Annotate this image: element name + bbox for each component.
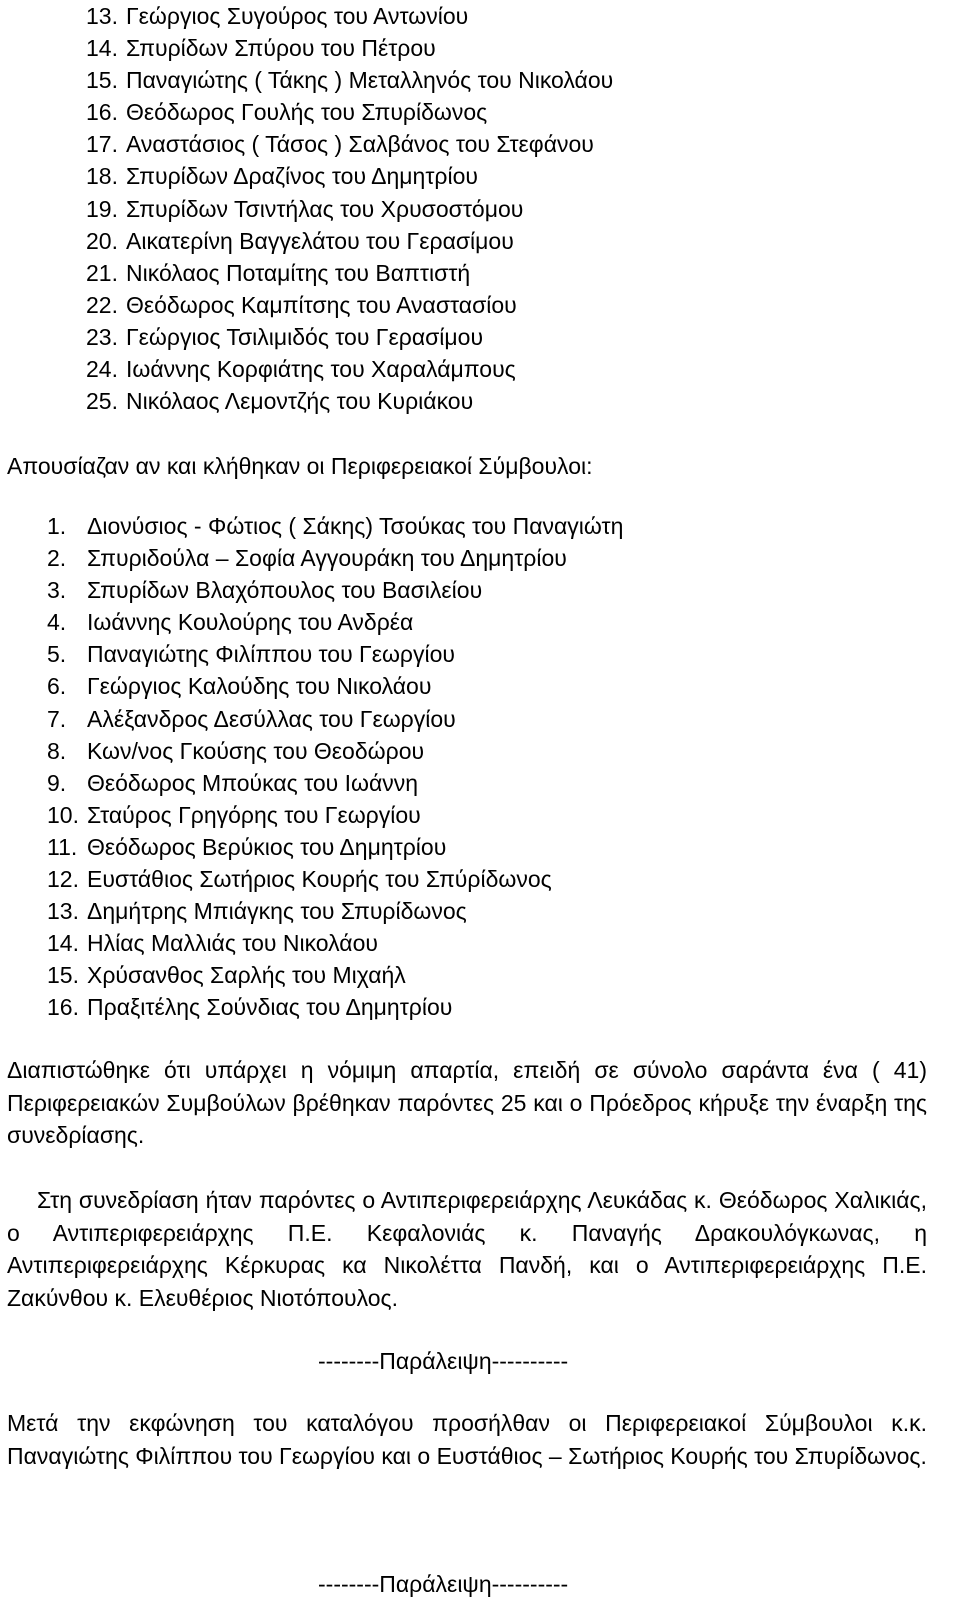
list-item-text: Πραξιτέλης Σούνδιας του Δημητρίου: [87, 994, 453, 1021]
list-item-text: Αλέξανδρος Δεσύλλας του Γεωργίου: [87, 705, 456, 732]
quorum-paragraph: Διαπιστώθηκε ότι υπάρχει η νόμιμη απαρτία, επειδή σε σύνολο σαράντα ένα ( 41) Περιφερειακών Συμβούλων βρέθηκαν παρόντες 25 και ο Πρόεδρος κήρυξε την έναρξη της συνεδρίασης.: [7, 1057, 927, 1148]
list-item: [86, 225, 613, 257]
list-item: [86, 160, 613, 192]
list-item-text: Σπυρίδων Σπύρου του Πέτρου: [126, 35, 436, 62]
list-item: [47, 895, 623, 927]
list-item-number: 14.: [47, 930, 79, 957]
list-item-number: 3.: [47, 577, 67, 604]
list-item-text: Ηλίας Μαλλιάς του Νικολάου: [87, 930, 378, 957]
omission-marker: --------Παράλειψη----------: [318, 1348, 569, 1374]
present-members-list: [86, 0, 613, 417]
list-item-text: Σπυρίδων Τσιντήλας του Χρυσοστόμου: [126, 195, 524, 222]
list-item-number: 13.: [86, 3, 118, 29]
omission-marker: --------Παράλειψη----------: [318, 1571, 569, 1597]
absent-members-list: [47, 510, 623, 1024]
list-item-text: Γεώργιος Συγούρος του Αντωνίου: [126, 3, 469, 29]
list-item: [47, 863, 623, 895]
list-item: [47, 735, 623, 767]
list-item: [86, 321, 613, 353]
list-item-text: Θεόδωρος Βερύκιος του Δημητρίου: [87, 833, 447, 860]
list-item-text: Ευστάθιος Σωτήριος Κουρής του Σπύρίδωνος: [87, 866, 552, 893]
list-item-number: 17.: [86, 131, 118, 158]
list-item-number: 22.: [86, 291, 118, 318]
list-item-text: Αναστάσιος ( Τάσος ) Σαλβάνος του Στεφάνου: [126, 131, 594, 158]
list-item-number: 21.: [86, 259, 118, 286]
list-item-text: Ιωάννης Κουλούρης του Ανδρέα: [87, 609, 414, 636]
list-item-number: 2.: [47, 545, 67, 572]
list-item-number: 1.: [47, 513, 67, 539]
list-item: [47, 767, 623, 799]
list-item-number: 23.: [86, 323, 118, 350]
list-item-number: 8.: [47, 737, 67, 764]
list-item-text: Θεόδωρος Γουλής του Σπυρίδωνος: [126, 99, 488, 126]
list-item: [47, 510, 623, 542]
list-item-number: 25.: [86, 388, 118, 415]
list-item-text: Σταύρος Γρηγόρης του Γεωργίου: [87, 801, 421, 828]
list-item: [86, 128, 613, 160]
list-item-number: 19.: [86, 195, 118, 222]
list-item: [86, 289, 613, 321]
list-item: [86, 193, 613, 225]
deputies-paragraph: Στη συνεδρίαση ήταν παρόντες ο Αντιπεριφερειάρχης Λευκάδας κ. Θεόδωρος Χαλικιάς, ο Αντιπεριφερειάρχης Π.Ε. Κεφαλονιάς κ. Παναγής Δρακουλόγκωνας, η Αντιπεριφερειάρχης Κέρκυρας κα Νικολέττα Πανδή, και ο Αντιπεριφερειάρχης Π.Ε. Ζακύνθου κ. Ελευθέριος Νιοτόπουλος.: [7, 1187, 927, 1311]
list-item-text: Χρύσανθος Σαρλής του Μιχαήλ: [87, 962, 406, 989]
list-item: [86, 96, 613, 128]
list-item-number: 9.: [47, 769, 67, 796]
list-item-number: 16.: [47, 994, 79, 1021]
list-item-number: 20.: [86, 227, 118, 254]
list-item: [86, 64, 613, 96]
list-item-number: 15.: [47, 962, 79, 989]
list-item: [47, 799, 623, 831]
list-item: [47, 927, 623, 959]
list-item-number: 13.: [47, 898, 79, 925]
list-item: [47, 991, 623, 1023]
list-item-number: 24.: [86, 356, 118, 383]
list-item: [86, 353, 613, 385]
list-item-text: Παναγιώτης ( Τάκης ) Μεταλληνός του Νικολάου: [126, 67, 614, 94]
list-item-text: Σπυριδούλα – Σοφία Αγγουράκη του Δημητρίου: [87, 545, 567, 572]
list-item-text: Σπυρίδων Βλαχόπουλος του Βασιλείου: [87, 577, 483, 604]
list-item-number: 5.: [47, 641, 67, 668]
list-item-number: 10.: [47, 801, 79, 828]
list-item: [47, 831, 623, 863]
list-item: [47, 703, 623, 735]
list-item: [47, 638, 623, 670]
list-item-number: 14.: [86, 35, 118, 62]
list-item-text: Θεόδωρος Καμπίτσης του Αναστασίου: [126, 291, 517, 318]
list-item: [47, 574, 623, 606]
list-item-text: Θεόδωρος Μπούκας του Ιωάννη: [87, 769, 419, 796]
list-item: [86, 0, 613, 32]
list-item-number: 18.: [86, 163, 118, 190]
list-item: [47, 670, 623, 702]
list-item-text: Γεώργιος Καλούδης του Νικολάου: [87, 673, 432, 700]
list-item: [47, 959, 623, 991]
list-item-text: Αικατερίνη Βαγγελάτου του Γερασίμου: [126, 227, 514, 254]
list-item-number: 16.: [86, 99, 118, 126]
after-call-paragraph: Μετά την εκφώνηση του καταλόγου προσήλθαν οι Περιφερειακοί Σύμβουλοι κ.κ. Παναγιώτης Φιλίππου του Γεωργίου και ο Ευστάθιος – Σωτήριος Κουρής του Σπυρίδωνος.: [7, 1410, 927, 1469]
list-item-text: Νικόλαος Λεμοντζής του Κυριάκου: [126, 388, 474, 415]
list-item-text: Παναγιώτης Φιλίππου του Γεωργίου: [87, 641, 455, 668]
list-item-number: 6.: [47, 673, 67, 700]
list-item-text: Διονύσιος - Φώτιος ( Σάκης) Τσούκας του Παναγιώτη: [87, 513, 624, 539]
list-item: [47, 542, 623, 574]
list-item: [86, 257, 613, 289]
list-item: [86, 385, 613, 417]
absent-members-heading: Απουσίαζαν αν και κλήθηκαν οι Περιφερειακοί Σύμβουλοι:: [7, 453, 593, 479]
list-item-number: 7.: [47, 705, 67, 732]
list-item-text: Νικόλαος Ποταμίτης του Βαπτιστή: [126, 259, 471, 286]
list-item-text: Ιωάννης Κορφιάτης του Χαραλάμπους: [126, 356, 516, 383]
list-item-number: 4.: [47, 609, 67, 636]
list-item-text: Γεώργιος Τσιλιμιδός του Γερασίμου: [126, 323, 484, 350]
list-item-number: 11.: [47, 833, 78, 860]
list-item: [86, 32, 613, 64]
list-item-number: 15.: [86, 67, 118, 94]
list-item-text: Δημήτρης Μπιάγκης του Σπυρίδωνος: [87, 898, 467, 925]
list-item-number: 12.: [47, 866, 79, 893]
list-item: [47, 606, 623, 638]
list-item-text: Κων/νος Γκούσης του Θεοδώρου: [87, 737, 425, 764]
list-item-text: Σπυρίδων Δραζίνος του Δημητρίου: [126, 163, 478, 190]
